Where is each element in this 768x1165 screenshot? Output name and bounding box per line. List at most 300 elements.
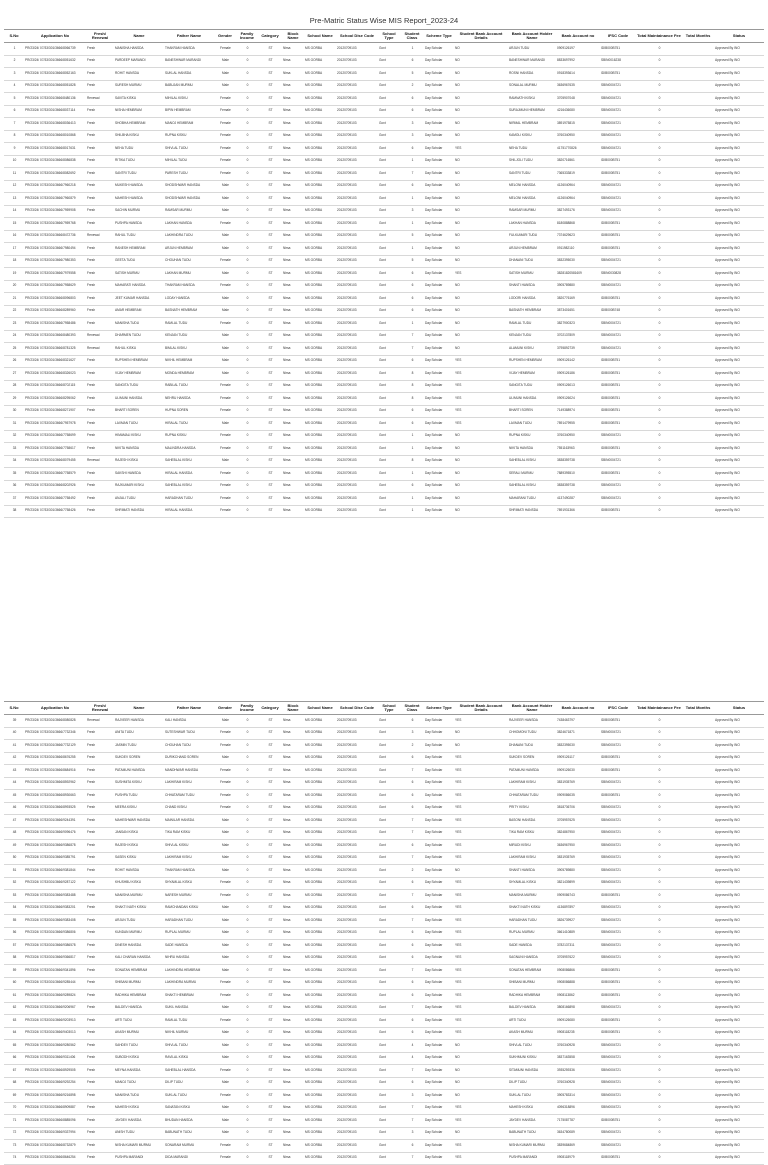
school-type-cell: Govt (378, 1152, 400, 1165)
application-no-cell: PR/23/24/ 07/33/301/3666/8202926 (24, 480, 86, 493)
application-no-cell: PR/23/24/ 07/33/301/3666/9386806 (24, 927, 86, 940)
student-name-cell: SUBODH KISKU (114, 1052, 164, 1065)
fresh-renewal-cell: Fresh (86, 505, 114, 518)
maintenance-fee-cell: 0 (636, 715, 682, 728)
father-name-cell: SAHEBLAL KISKU (164, 480, 214, 493)
account-holder-name-cell: SHANTI HANSDA (508, 280, 556, 293)
scheme-type-cell: Day Scholar (424, 480, 454, 493)
father-name-cell: RAVILAL KISKU (164, 1052, 214, 1065)
status-cell: Approved By INO (714, 890, 764, 903)
student-class-cell: 1 (400, 505, 424, 518)
fresh-renewal-cell: Fresh (86, 405, 114, 418)
column-header-student-class: Student Class (400, 702, 424, 715)
category-cell: ST (258, 205, 282, 218)
application-no-cell: PR/23/24/ 07/33/301/3666/7758426 (24, 505, 86, 518)
fresh-renewal-cell: Fresh (86, 268, 114, 281)
block-name-cell: Nirsa (282, 865, 304, 878)
serial-no-cell: 11 (4, 168, 24, 181)
table-row (4, 430, 764, 443)
student-class-cell: 7 (400, 890, 424, 903)
fresh-renewal-cell: Fresh (86, 43, 114, 56)
serial-no-cell: 59 (4, 965, 24, 978)
block-name-cell: Nirsa (282, 727, 304, 740)
total-months-cell (682, 740, 714, 753)
table-row (4, 105, 764, 118)
application-no-cell: PR/23/24/ 07/33/301/3666/9341896 (24, 965, 86, 978)
total-months-cell (682, 330, 714, 343)
student-class-cell: 7 (400, 1102, 424, 1115)
school-dise-code-cell: 20120709103 (336, 1077, 378, 1090)
category-cell: ST (258, 468, 282, 481)
account-holder-name-cell: ROSNI HANSDA (508, 68, 556, 81)
ifsc-code-cell: IDIB000B751 (600, 715, 636, 728)
school-type-cell: Govt (378, 493, 400, 506)
scheme-type-cell: Day Scholar (424, 43, 454, 56)
ifsc-code-cell: IDIB000B751 (600, 43, 636, 56)
ifsc-code-cell: SBIN0004721 (600, 1090, 636, 1103)
student-class-cell: 7 (400, 815, 424, 828)
serial-no-cell: 33 (4, 443, 24, 456)
maintenance-fee-cell: 0 (636, 1140, 682, 1153)
gender-cell: Male (214, 840, 236, 853)
bank-account-no-cell: 3760340950 (556, 130, 600, 143)
column-header-fresh-renewal: Fresh/ Renewal (86, 30, 114, 43)
bank-account-details-cell: YES (454, 1027, 508, 1040)
student-name-cell: SHIBANI MURMU (114, 977, 164, 990)
student-class-cell: 5 (400, 68, 424, 81)
gender-cell: Male (214, 965, 236, 978)
category-cell: ST (258, 915, 282, 928)
school-type-cell: Govt (378, 715, 400, 728)
school-name-cell: MS GORBA (304, 155, 336, 168)
bank-account-details-cell: NO (454, 293, 508, 306)
father-name-cell: MALINDRA HANSDA (164, 443, 214, 456)
student-name-cell: JASMIN TUDU (114, 740, 164, 753)
account-holder-name-cell: NIKITA HANSDA (508, 443, 556, 456)
category-cell: ST (258, 1077, 282, 1090)
student-name-cell: ANITA TUDU (114, 727, 164, 740)
status-cell: Approved By INO (714, 143, 764, 156)
serial-no-cell: 13 (4, 193, 24, 206)
maintenance-fee-cell: 0 (636, 790, 682, 803)
scheme-type-cell: Day Scholar (424, 777, 454, 790)
status-cell: Approved By INO (714, 740, 764, 753)
ifsc-code-cell: IDIB000B751 (600, 393, 636, 406)
fresh-renewal-cell: Renewal (86, 230, 114, 243)
student-class-cell: 6 (400, 268, 424, 281)
father-name-cell: KENJAN TUDU (164, 330, 214, 343)
student-name-cell: MAHESH HANSDA (114, 193, 164, 206)
status-cell: Approved By INO (714, 230, 764, 243)
block-name-cell: Nirsa (282, 230, 304, 243)
category-cell: ST (258, 230, 282, 243)
maintenance-fee-cell: 0 (636, 977, 682, 990)
ifsc-code-cell: IDIB000B751 (600, 218, 636, 231)
maintenance-fee-cell: 0 (636, 393, 682, 406)
bank-account-details-cell: NO (454, 343, 508, 356)
student-class-cell: 6 (400, 355, 424, 368)
block-name-cell: Nirsa (282, 765, 304, 778)
family-income-cell: 0 (236, 1002, 258, 1015)
serial-no-cell: 34 (4, 455, 24, 468)
school-type-cell: Govt (378, 393, 400, 406)
student-class-cell: 3 (400, 1127, 424, 1140)
fresh-renewal-cell: Fresh (86, 355, 114, 368)
gender-cell: Female (214, 890, 236, 903)
school-name-cell: MS GORBA (304, 715, 336, 728)
block-name-cell: Nirsa (282, 1152, 304, 1165)
family-income-cell: 0 (236, 765, 258, 778)
ifsc-code-cell: SBIN0004721 (600, 205, 636, 218)
ifsc-code-cell: IDIB000B751 (600, 355, 636, 368)
bank-account-no-cell: 0908118979 (556, 1152, 600, 1165)
bank-account-no-cell: 0908113862 (556, 990, 600, 1003)
bank-account-no-cell: 3808166898 (556, 1002, 600, 1015)
student-class-cell: 1 (400, 493, 424, 506)
bank-account-no-cell: 8833697992 (556, 55, 600, 68)
father-name-cell: RUPNA KISKU (164, 430, 214, 443)
fresh-renewal-cell: Fresh (86, 218, 114, 231)
block-name-cell: Nirsa (282, 418, 304, 431)
family-income-cell: 0 (236, 1077, 258, 1090)
scheme-type-cell: Day Scholar (424, 977, 454, 990)
bank-account-details-cell: NO (454, 1127, 508, 1140)
status-cell: Approved By INO (714, 940, 764, 953)
account-holder-name-cell: SAHEBLAL KISKU (508, 455, 556, 468)
father-name-cell: HARADHAN TUDU (164, 915, 214, 928)
scheme-type-cell: Day Scholar (424, 952, 454, 965)
account-holder-name-cell: FULKUMARI TUDU (508, 230, 556, 243)
ifsc-code-cell: IDIB000B748 (600, 305, 636, 318)
account-holder-name-cell: SADE HANSDA (508, 940, 556, 953)
school-type-cell: Govt (378, 105, 400, 118)
maintenance-fee-cell: 0 (636, 777, 682, 790)
student-name-cell: BHARTI SOREN (114, 405, 164, 418)
column-header-ifsc-code: IFSC Code (600, 702, 636, 715)
school-type-cell: Govt (378, 1127, 400, 1140)
student-class-cell: 8 (400, 393, 424, 406)
school-dise-code-cell: 20120709103 (336, 1115, 378, 1128)
account-holder-name-cell: SUKDEV SOREN (508, 752, 556, 765)
student-class-cell: 3 (400, 727, 424, 740)
serial-no-cell: 54 (4, 902, 24, 915)
ifsc-code-cell: SBIN0004721 (600, 952, 636, 965)
school-dise-code-cell: 20120709103 (336, 155, 378, 168)
school-name-cell: MS GORBA (304, 480, 336, 493)
category-cell: ST (258, 393, 282, 406)
category-cell: ST (258, 790, 282, 803)
family-income-cell: 0 (236, 1115, 258, 1128)
gender-cell: Female (214, 1140, 236, 1153)
bank-account-no-cell: 0909126142 (556, 355, 600, 368)
gender-cell: Female (214, 977, 236, 990)
school-type-cell: Govt (378, 965, 400, 978)
total-months-cell (682, 890, 714, 903)
category-cell: ST (258, 852, 282, 865)
father-name-cell: HIRALAL HANSDA (164, 468, 214, 481)
application-no-cell: PR/23/24/ 07/33/301/3666/9385791 (24, 852, 86, 865)
gender-cell: Female (214, 443, 236, 456)
school-name-cell: MS GORBA (304, 455, 336, 468)
fresh-renewal-cell: Fresh (86, 393, 114, 406)
family-income-cell: 0 (236, 505, 258, 518)
school-name-cell: MS GORBA (304, 840, 336, 853)
school-dise-code-cell: 20120709103 (336, 255, 378, 268)
student-name-cell: RADHIKA HEMBRAM (114, 990, 164, 1003)
block-name-cell: Nirsa (282, 80, 304, 93)
maintenance-fee-cell: 0 (636, 815, 682, 828)
table-row (4, 1140, 764, 1153)
fresh-renewal-cell: Fresh (86, 915, 114, 928)
block-name-cell: Nirsa (282, 852, 304, 865)
father-name-cell: CHHATARAM TUDU (164, 790, 214, 803)
bank-account-no-cell: 0909086743 (556, 890, 600, 903)
status-cell: Approved By INO (714, 55, 764, 68)
bank-account-no-cell: 4136897897 (556, 902, 600, 915)
school-dise-code-cell: 20120709103 (336, 927, 378, 940)
family-income-cell: 0 (236, 777, 258, 790)
account-holder-name-cell: SANTRI TUDU (508, 168, 556, 181)
scheme-type-cell: Day Scholar (424, 927, 454, 940)
student-name-cell: ROHIT HANSDA (114, 68, 164, 81)
gender-cell: Female (214, 318, 236, 331)
scheme-type-cell: Day Scholar (424, 393, 454, 406)
gender-cell: Female (214, 990, 236, 1003)
father-name-cell: ARJUN HEMBRAM (164, 243, 214, 256)
category-cell: ST (258, 168, 282, 181)
student-name-cell: ANJALI TUDU (114, 493, 164, 506)
school-name-cell: MS GORBA (304, 330, 336, 343)
account-holder-name-cell: MELONI HANSDA (508, 180, 556, 193)
table-row (4, 205, 764, 218)
table-row (4, 715, 764, 728)
bank-account-details-cell: NO (454, 193, 508, 206)
account-holder-name-cell: NEHA TUDU (508, 143, 556, 156)
fresh-renewal-cell: Fresh (86, 130, 114, 143)
status-cell: Approved By INO (714, 977, 764, 990)
scheme-type-cell: Day Scholar (424, 1077, 454, 1090)
total-months-cell (682, 940, 714, 953)
bank-account-no-cell: 3824671871 (556, 727, 600, 740)
table-row (4, 268, 764, 281)
total-months-cell (682, 1152, 714, 1165)
student-class-cell: 7 (400, 1152, 424, 1165)
application-no-cell: PR/23/24/ 07/33/301/3666/7980353 (24, 255, 86, 268)
student-name-cell: SUSHMITA KISKU (114, 777, 164, 790)
family-income-cell: 0 (236, 877, 258, 890)
father-name-cell: SAHEBLAL HANSDA (164, 1065, 214, 1078)
school-type-cell: Govt (378, 55, 400, 68)
father-name-cell: RAMCHANDAN KISKU (164, 902, 214, 915)
table-row (4, 468, 764, 481)
fresh-renewal-cell: Renewal (86, 715, 114, 728)
table-row (4, 902, 764, 915)
scheme-type-cell: Day Scholar (424, 230, 454, 243)
fresh-renewal-cell: Fresh (86, 155, 114, 168)
school-dise-code-cell: 20120709103 (336, 777, 378, 790)
family-income-cell: 0 (236, 168, 258, 181)
application-no-cell: PR/23/24/ 07/33/301/3666/8646254 (24, 1152, 86, 1165)
category-cell: ST (258, 130, 282, 143)
fresh-renewal-cell: Fresh (86, 1102, 114, 1115)
student-class-cell: 6 (400, 1140, 424, 1153)
total-months-cell (682, 343, 714, 356)
total-months-cell (682, 155, 714, 168)
gender-cell: Female (214, 1015, 236, 1028)
fresh-renewal-cell: Fresh (86, 443, 114, 456)
family-income-cell: 0 (236, 1090, 258, 1103)
table-row (4, 1090, 764, 1103)
ifsc-code-cell: SBIN0004721 (600, 280, 636, 293)
fresh-renewal-cell: Fresh (86, 1027, 114, 1040)
student-name-cell: KUNDAN MURMU (114, 927, 164, 940)
table-row (4, 318, 764, 331)
serial-no-cell: 37 (4, 493, 24, 506)
gender-cell: Female (214, 480, 236, 493)
table-row (4, 1027, 764, 1040)
school-dise-code-cell: 20120709103 (336, 727, 378, 740)
school-type-cell: Govt (378, 255, 400, 268)
application-no-cell: PR/23/24/ 07/33/301/3666/9216898 (24, 1090, 86, 1103)
student-class-cell: 2 (400, 865, 424, 878)
school-dise-code-cell: 20120709103 (336, 93, 378, 106)
account-holder-name-cell: SITAMUNI HANSDA (508, 1065, 556, 1078)
bank-account-no-cell: 4126040964 (556, 193, 600, 206)
account-holder-name-cell: SUKHMUNI KISKU (508, 1052, 556, 1065)
ifsc-code-cell: IDIB000B751 (600, 765, 636, 778)
gender-cell: Male (214, 902, 236, 915)
total-months-cell (682, 368, 714, 381)
column-header-total-months: Total Months (682, 702, 714, 715)
school-type-cell: Govt (378, 815, 400, 828)
student-class-cell: 5 (400, 255, 424, 268)
bank-account-no-cell: 41751770826 (556, 143, 600, 156)
table-row (4, 877, 764, 890)
family-income-cell: 0 (236, 790, 258, 803)
school-dise-code-cell: 20120709103 (336, 293, 378, 306)
block-name-cell: Nirsa (282, 752, 304, 765)
student-class-cell: 6 (400, 927, 424, 940)
bank-account-no-cell: 0909126030 (556, 765, 600, 778)
gender-cell: Male (214, 268, 236, 281)
total-months-cell (682, 93, 714, 106)
block-name-cell: Nirsa (282, 952, 304, 965)
serial-no-cell: 53 (4, 890, 24, 903)
column-header-school-name: School Name (304, 30, 336, 43)
ifsc-code-cell: SBIN0004721 (600, 865, 636, 878)
school-type-cell: Govt (378, 143, 400, 156)
bank-account-no-cell: 3873401651 (556, 305, 600, 318)
table-row (4, 230, 764, 243)
category-cell: ST (258, 218, 282, 231)
status-cell: Approved By INO (714, 430, 764, 443)
report-title: Pre-Matric Status Wise MIS Report_2023-24 (309, 16, 459, 25)
status-cell: Approved By INO (714, 505, 764, 518)
father-name-cell: HIRALAL HANSDA (164, 505, 214, 518)
account-holder-name-cell: LAKHIRAM KISKU (508, 777, 556, 790)
bank-account-details-cell: NO (454, 230, 508, 243)
serial-no-cell: 64 (4, 1027, 24, 1040)
school-type-cell: Govt (378, 380, 400, 393)
ifsc-code-cell: IDIB000B751 (600, 243, 636, 256)
table-row (4, 180, 764, 193)
fresh-renewal-cell: Fresh (86, 865, 114, 878)
maintenance-fee-cell: 0 (636, 1102, 682, 1115)
scheme-type-cell: Day Scholar (424, 840, 454, 853)
bank-account-details-cell: YES (454, 840, 508, 853)
school-type-cell: Govt (378, 505, 400, 518)
school-type-cell: Govt (378, 355, 400, 368)
school-type-cell: Govt (378, 1077, 400, 1090)
application-no-cell: PR/23/24/ 07/33/301/3666/8096803 (24, 293, 86, 306)
family-income-cell: 0 (236, 902, 258, 915)
father-name-cell: BHUDAN HANSDA (164, 1115, 214, 1128)
account-holder-name-cell: SHRIMATI HANSDA (508, 505, 556, 518)
serial-no-cell: 9 (4, 143, 24, 156)
scheme-type-cell: Day Scholar (424, 168, 454, 181)
maintenance-fee-cell: 0 (636, 155, 682, 168)
block-name-cell: Nirsa (282, 443, 304, 456)
serial-no-cell: 63 (4, 1015, 24, 1028)
gender-cell: Male (214, 752, 236, 765)
total-months-cell (682, 405, 714, 418)
father-name-cell: THAKRAM HANSDA (164, 280, 214, 293)
school-dise-code-cell: 20120709103 (336, 1002, 378, 1015)
account-holder-name-cell: LAKHIRAM KISKU (508, 852, 556, 865)
maintenance-fee-cell: 0 (636, 480, 682, 493)
student-class-cell: 3 (400, 1090, 424, 1103)
block-name-cell: Nirsa (282, 205, 304, 218)
report-table (4, 701, 764, 1165)
school-type-cell: Govt (378, 218, 400, 231)
fresh-renewal-cell: Fresh (86, 480, 114, 493)
father-name-cell: LAKHAN HANSDA (164, 218, 214, 231)
gender-cell: Female (214, 255, 236, 268)
scheme-type-cell: Day Scholar (424, 193, 454, 206)
father-name-cell: SHODSHWAR HANSDA (164, 193, 214, 206)
header-row (4, 702, 764, 715)
gender-cell: Male (214, 940, 236, 953)
total-months-cell (682, 1115, 714, 1128)
table-row (4, 1015, 764, 1028)
serial-no-cell: 7 (4, 118, 24, 131)
application-no-cell: PR/23/24/ 07/33/301/3666/8592962 (24, 777, 86, 790)
gender-cell: Male (214, 293, 236, 306)
school-type-cell: Govt (378, 468, 400, 481)
total-months-cell (682, 877, 714, 890)
father-name-cell: MANOJ HEMBRAM (164, 118, 214, 131)
bank-account-details-cell: YES (454, 877, 508, 890)
student-name-cell: RAJVEER HANSDA (114, 715, 164, 728)
gender-cell: Female (214, 380, 236, 393)
gender-cell: Male (214, 80, 236, 93)
table-row (4, 405, 764, 418)
application-no-cell: PR/23/24/ 07/33/301/3666/8010868 (24, 130, 86, 143)
application-no-cell: PR/23/24/ 07/33/301/3666/9403013 (24, 1027, 86, 1040)
report-table (4, 29, 764, 518)
family-income-cell: 0 (236, 715, 258, 728)
student-class-cell: 6 (400, 55, 424, 68)
school-type-cell: Govt (378, 1140, 400, 1153)
student-class-cell: 5 (400, 230, 424, 243)
bank-account-details-cell: NO (454, 155, 508, 168)
column-header-school-dise-code: School Dise Code (336, 30, 378, 43)
bank-account-details-cell: NO (454, 455, 508, 468)
category-cell: ST (258, 480, 282, 493)
bank-account-details-cell: YES (454, 815, 508, 828)
status-cell: Approved By INO (714, 193, 764, 206)
account-holder-name-cell: MAHARANI TUDU (508, 493, 556, 506)
